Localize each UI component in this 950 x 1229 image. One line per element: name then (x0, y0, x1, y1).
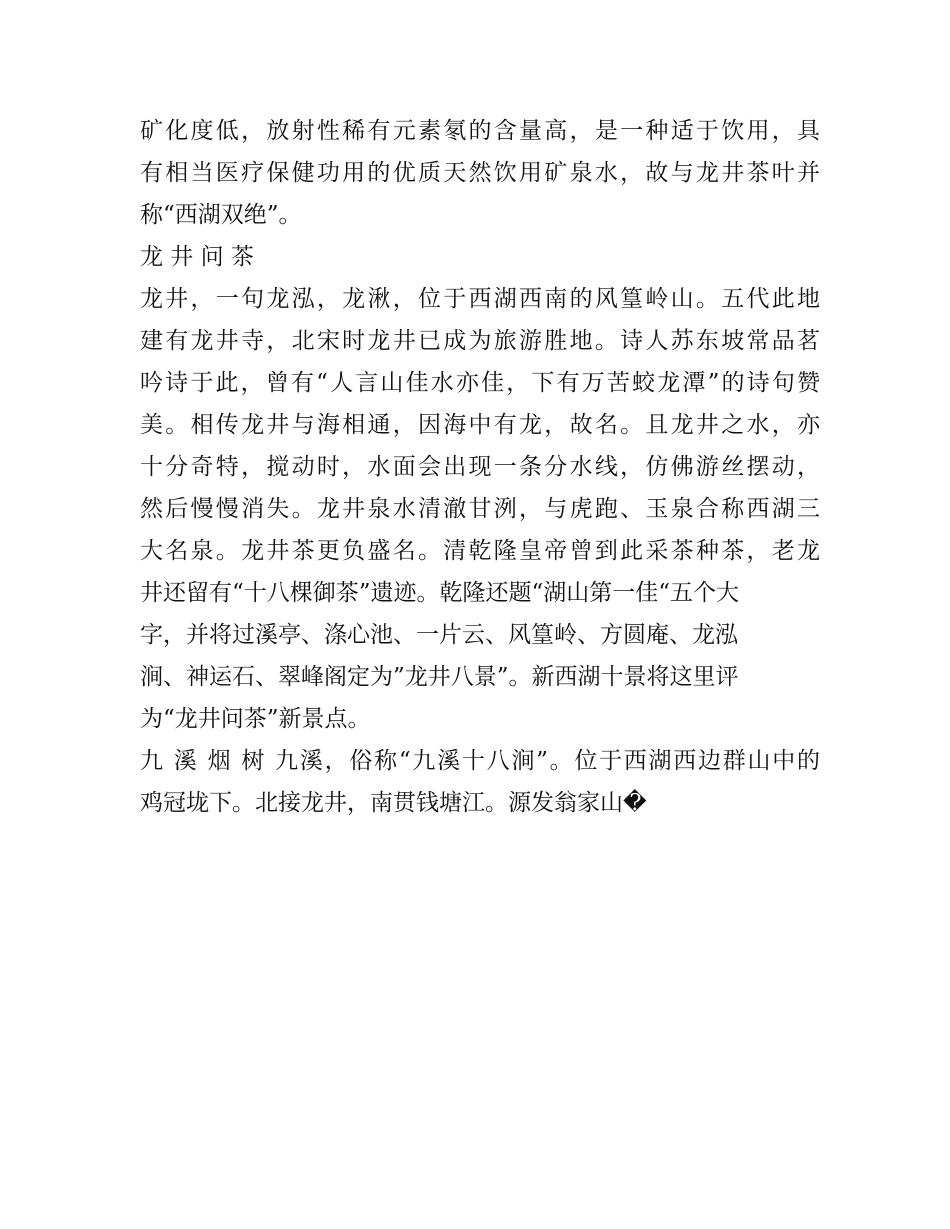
text-line: 建有龙井寺，北宋时龙井已成为旅游胜地。诗人苏东坡常品茗 (140, 328, 820, 354)
text-line: 有相当医疗保健功用的优质天然饮用矿泉水，故与龙井茶叶并 (140, 160, 820, 186)
text-line: 字，并将过溪亭、涤心池、一片云、风篁岭、方圆庵、龙泓 (140, 622, 738, 648)
text-line: 为“龙井问茶”新景点。 (140, 706, 371, 732)
text-line: 鸡冠垅下。北接龙井，南贯钱塘江。源发翁家山� (140, 790, 647, 816)
text-line: 十分奇特，搅动时，水面会出现一条分水线，仿佛游丝摆动， (140, 454, 820, 480)
text-line: 龙井，一句龙泓，龙湫，位于西湖西南的风篁岭山。五代此地 (140, 286, 820, 312)
text-line: 然后慢慢消失。龙井泉水清澈甘洌，与虎跑、玉泉合称西湖三 (140, 496, 820, 522)
text-line: 大名泉。龙井茶更负盛名。清乾隆皇帝曾到此采茶种茶，老龙 (140, 538, 820, 564)
section-heading-longjing: 龙 井 问 茶 (140, 244, 254, 270)
text-line: 称“西湖双绝”。 (140, 202, 302, 228)
text-line: 九 溪 烟 树 九溪，俗称“九溪十八涧”。位于西湖西边群山中的 (140, 748, 820, 774)
body-text (140, 110, 820, 824)
text-line: 吟诗于此，曾有“人言山佳水亦佳，下有万苦蛟龙潭”的诗句赞 (140, 370, 820, 396)
text-line: 涧、神运石、翠峰阁定为”龙井八景”。新西湖十景将这里评 (140, 664, 739, 690)
text-line: 美。相传龙井与海相通，因海中有龙，故名。且龙井之水，亦 (140, 412, 820, 438)
text-line: 矿化度低，放射性稀有元素氡的含量高，是一种适于饮用，具 (140, 118, 820, 144)
text-line: 井还留有“十八棵御茶”遗迹。乾隆还题“湖山第一佳“五个大 (140, 580, 740, 606)
